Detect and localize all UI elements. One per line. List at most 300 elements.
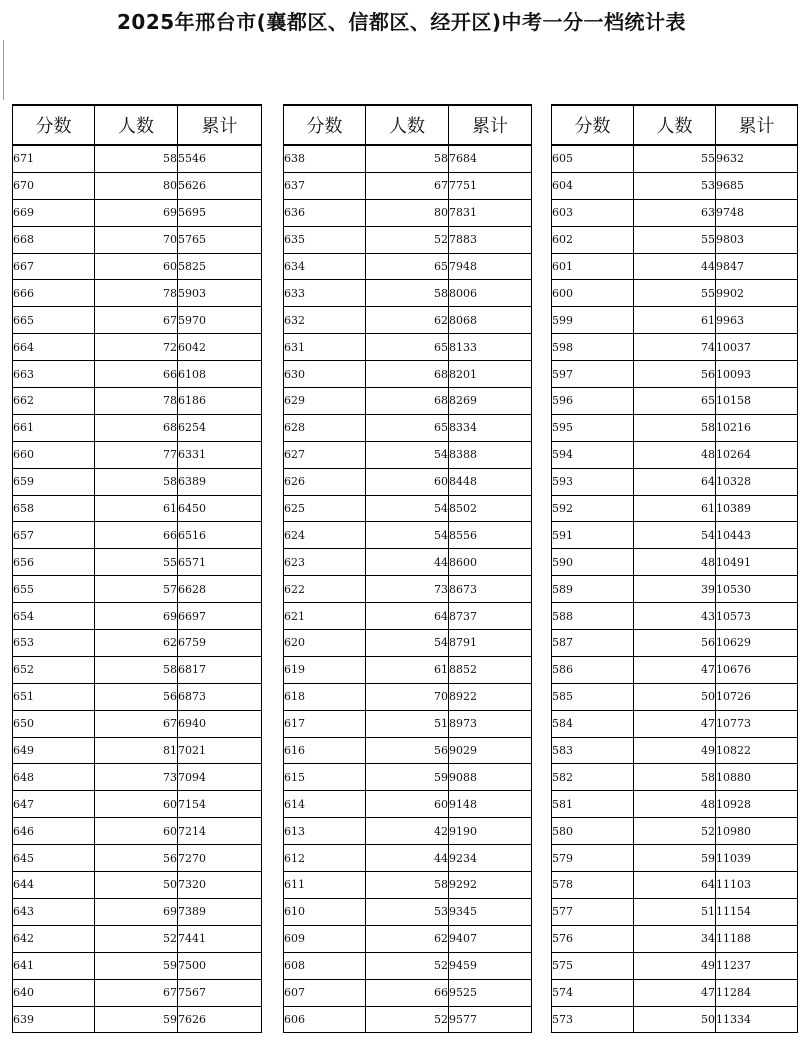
cell-cumulative: 7389 bbox=[178, 898, 262, 925]
cell-score: 587 bbox=[552, 630, 634, 657]
cell-count: 78 bbox=[95, 280, 178, 307]
cell-count: 67 bbox=[95, 979, 178, 1006]
table-row bbox=[284, 737, 532, 764]
cell-count: 70 bbox=[95, 226, 178, 253]
cell-count: 52 bbox=[634, 818, 716, 845]
cell-cumulative: 11103 bbox=[716, 872, 798, 899]
cell-cumulative: 8269 bbox=[449, 388, 532, 415]
cell-score: 584 bbox=[552, 710, 634, 737]
cell-cumulative: 7320 bbox=[178, 872, 262, 899]
cell-count: 56 bbox=[95, 683, 178, 710]
cell-score: 651 bbox=[13, 683, 95, 710]
cell-count: 78 bbox=[95, 388, 178, 415]
table-row bbox=[552, 199, 798, 226]
table-row bbox=[13, 710, 262, 737]
cell-count: 70 bbox=[366, 683, 449, 710]
cell-count: 69 bbox=[95, 898, 178, 925]
cell-score: 637 bbox=[284, 172, 366, 199]
cell-score: 661 bbox=[13, 414, 95, 441]
cell-cumulative: 7500 bbox=[178, 952, 262, 979]
table-row bbox=[552, 576, 798, 603]
cell-cumulative: 6254 bbox=[178, 414, 262, 441]
cell-cumulative: 8448 bbox=[449, 468, 532, 495]
cell-cumulative: 11039 bbox=[716, 845, 798, 872]
table-row bbox=[552, 845, 798, 872]
cell-count: 64 bbox=[366, 603, 449, 630]
cell-score: 578 bbox=[552, 872, 634, 899]
table-row bbox=[552, 253, 798, 280]
cell-cumulative: 8673 bbox=[449, 576, 532, 603]
table-row bbox=[284, 495, 532, 522]
cell-count: 58 bbox=[634, 764, 716, 791]
cell-count: 58 bbox=[95, 468, 178, 495]
cell-score: 647 bbox=[13, 791, 95, 818]
table-row bbox=[284, 872, 532, 899]
table-row bbox=[13, 1006, 262, 1033]
cell-score: 636 bbox=[284, 199, 366, 226]
header-score: 分数 bbox=[552, 105, 634, 145]
cell-cumulative: 9577 bbox=[449, 1006, 532, 1033]
table-row bbox=[13, 925, 262, 952]
cell-cumulative: 6873 bbox=[178, 683, 262, 710]
cell-count: 54 bbox=[366, 495, 449, 522]
cell-score: 655 bbox=[13, 576, 95, 603]
cell-count: 61 bbox=[95, 495, 178, 522]
table-row bbox=[13, 818, 262, 845]
cell-score: 605 bbox=[552, 145, 634, 172]
table-row bbox=[552, 549, 798, 576]
cell-cumulative: 6331 bbox=[178, 441, 262, 468]
table-row bbox=[13, 199, 262, 226]
cell-score: 667 bbox=[13, 253, 95, 280]
table-row bbox=[284, 199, 532, 226]
table-row bbox=[284, 334, 532, 361]
cell-score: 616 bbox=[284, 737, 366, 764]
cell-cumulative: 8852 bbox=[449, 656, 532, 683]
cell-score: 610 bbox=[284, 898, 366, 925]
cell-score: 591 bbox=[552, 522, 634, 549]
cell-cumulative: 8334 bbox=[449, 414, 532, 441]
cell-count: 61 bbox=[634, 307, 716, 334]
cell-count: 34 bbox=[634, 925, 716, 952]
cell-count: 81 bbox=[95, 737, 178, 764]
cell-cumulative: 6628 bbox=[178, 576, 262, 603]
cell-count: 57 bbox=[95, 576, 178, 603]
cell-count: 48 bbox=[634, 791, 716, 818]
cell-score: 603 bbox=[552, 199, 634, 226]
cell-score: 640 bbox=[13, 979, 95, 1006]
cell-cumulative: 9234 bbox=[449, 845, 532, 872]
cell-count: 80 bbox=[366, 199, 449, 226]
cell-cumulative: 10773 bbox=[716, 710, 798, 737]
cell-score: 663 bbox=[13, 361, 95, 388]
cell-score: 618 bbox=[284, 683, 366, 710]
table-row bbox=[552, 791, 798, 818]
cell-score: 641 bbox=[13, 952, 95, 979]
cell-score: 580 bbox=[552, 818, 634, 845]
cell-count: 58 bbox=[95, 145, 178, 172]
cell-cumulative: 10264 bbox=[716, 441, 798, 468]
cell-count: 47 bbox=[634, 710, 716, 737]
cell-count: 60 bbox=[95, 791, 178, 818]
cell-count: 58 bbox=[634, 414, 716, 441]
cell-count: 44 bbox=[366, 549, 449, 576]
cell-cumulative: 10726 bbox=[716, 683, 798, 710]
cell-score: 619 bbox=[284, 656, 366, 683]
cell-cumulative: 7567 bbox=[178, 979, 262, 1006]
cell-cumulative: 6697 bbox=[178, 603, 262, 630]
cell-count: 66 bbox=[95, 522, 178, 549]
cell-score: 671 bbox=[13, 145, 95, 172]
table-row bbox=[284, 361, 532, 388]
table-row bbox=[284, 253, 532, 280]
cell-score: 608 bbox=[284, 952, 366, 979]
table-row bbox=[284, 576, 532, 603]
table-row bbox=[13, 145, 262, 172]
cell-score: 633 bbox=[284, 280, 366, 307]
table-header-row bbox=[13, 105, 262, 145]
cell-count: 77 bbox=[95, 441, 178, 468]
cell-cumulative: 8791 bbox=[449, 630, 532, 657]
cell-count: 48 bbox=[634, 441, 716, 468]
cell-score: 646 bbox=[13, 818, 95, 845]
cell-score: 582 bbox=[552, 764, 634, 791]
cell-count: 49 bbox=[634, 737, 716, 764]
cell-cumulative: 7154 bbox=[178, 791, 262, 818]
cell-cumulative: 6571 bbox=[178, 549, 262, 576]
cell-score: 657 bbox=[13, 522, 95, 549]
table-row bbox=[552, 307, 798, 334]
cell-score: 604 bbox=[552, 172, 634, 199]
score-table-1 bbox=[12, 104, 262, 1033]
cell-cumulative: 10443 bbox=[716, 522, 798, 549]
cell-cumulative: 11188 bbox=[716, 925, 798, 952]
table-row bbox=[13, 172, 262, 199]
cell-cumulative: 9292 bbox=[449, 872, 532, 899]
cell-count: 60 bbox=[95, 253, 178, 280]
cell-count: 66 bbox=[366, 979, 449, 1006]
table-row bbox=[284, 898, 532, 925]
cell-score: 627 bbox=[284, 441, 366, 468]
table-row bbox=[552, 603, 798, 630]
table-header-row bbox=[284, 105, 532, 145]
cell-cumulative: 8502 bbox=[449, 495, 532, 522]
cell-count: 52 bbox=[366, 1006, 449, 1033]
table-row bbox=[552, 172, 798, 199]
cell-count: 51 bbox=[366, 710, 449, 737]
cell-score: 621 bbox=[284, 603, 366, 630]
table-row bbox=[552, 226, 798, 253]
table-row bbox=[13, 656, 262, 683]
header-cumulative: 累计 bbox=[449, 105, 532, 145]
cell-cumulative: 10980 bbox=[716, 818, 798, 845]
table-row bbox=[13, 979, 262, 1006]
cell-cumulative: 8922 bbox=[449, 683, 532, 710]
cell-cumulative: 9632 bbox=[716, 145, 798, 172]
cell-count: 44 bbox=[634, 253, 716, 280]
cell-score: 601 bbox=[552, 253, 634, 280]
cell-count: 61 bbox=[634, 495, 716, 522]
cell-count: 64 bbox=[634, 872, 716, 899]
table-row bbox=[13, 764, 262, 791]
cell-count: 74 bbox=[634, 334, 716, 361]
table-row bbox=[13, 388, 262, 415]
cell-count: 63 bbox=[634, 199, 716, 226]
cell-count: 73 bbox=[366, 576, 449, 603]
cell-cumulative: 11284 bbox=[716, 979, 798, 1006]
table-row bbox=[13, 898, 262, 925]
header-cumulative: 累计 bbox=[716, 105, 798, 145]
table-row bbox=[284, 630, 532, 657]
cell-score: 620 bbox=[284, 630, 366, 657]
cell-count: 44 bbox=[366, 845, 449, 872]
cell-cumulative: 8133 bbox=[449, 334, 532, 361]
cell-score: 644 bbox=[13, 872, 95, 899]
cell-cumulative: 6186 bbox=[178, 388, 262, 415]
cell-count: 56 bbox=[366, 737, 449, 764]
table-row bbox=[13, 334, 262, 361]
table-header-row bbox=[552, 105, 798, 145]
cell-score: 598 bbox=[552, 334, 634, 361]
table-row bbox=[13, 791, 262, 818]
cell-cumulative: 9459 bbox=[449, 952, 532, 979]
cell-score: 648 bbox=[13, 764, 95, 791]
cell-cumulative: 10389 bbox=[716, 495, 798, 522]
header-count: 人数 bbox=[366, 105, 449, 145]
cell-count: 54 bbox=[366, 522, 449, 549]
table-row bbox=[552, 925, 798, 952]
cell-cumulative: 10573 bbox=[716, 603, 798, 630]
table-row bbox=[284, 145, 532, 172]
cell-score: 594 bbox=[552, 441, 634, 468]
cell-count: 47 bbox=[634, 656, 716, 683]
cell-cumulative: 5695 bbox=[178, 199, 262, 226]
cell-cumulative: 7751 bbox=[449, 172, 532, 199]
cell-cumulative: 10928 bbox=[716, 791, 798, 818]
cell-cumulative: 10158 bbox=[716, 388, 798, 415]
cell-cumulative: 10491 bbox=[716, 549, 798, 576]
cell-cumulative: 9088 bbox=[449, 764, 532, 791]
cell-score: 642 bbox=[13, 925, 95, 952]
cell-cumulative: 8600 bbox=[449, 549, 532, 576]
cell-score: 597 bbox=[552, 361, 634, 388]
cell-score: 579 bbox=[552, 845, 634, 872]
cell-score: 576 bbox=[552, 925, 634, 952]
cell-score: 666 bbox=[13, 280, 95, 307]
cell-cumulative: 10629 bbox=[716, 630, 798, 657]
header-cumulative: 累计 bbox=[178, 105, 262, 145]
cell-cumulative: 7831 bbox=[449, 199, 532, 226]
table-row bbox=[284, 468, 532, 495]
cell-score: 588 bbox=[552, 603, 634, 630]
table-row bbox=[284, 280, 532, 307]
cell-score: 626 bbox=[284, 468, 366, 495]
cell-count: 67 bbox=[366, 172, 449, 199]
cell-score: 622 bbox=[284, 576, 366, 603]
cell-count: 52 bbox=[366, 952, 449, 979]
table-row bbox=[284, 925, 532, 952]
table-row bbox=[552, 952, 798, 979]
table-row bbox=[284, 952, 532, 979]
cell-count: 80 bbox=[95, 172, 178, 199]
cell-score: 638 bbox=[284, 145, 366, 172]
cell-count: 59 bbox=[95, 1006, 178, 1033]
header-score: 分数 bbox=[284, 105, 366, 145]
cell-count: 48 bbox=[634, 549, 716, 576]
cell-count: 47 bbox=[634, 979, 716, 1006]
table-row bbox=[13, 522, 262, 549]
cell-cumulative: 5546 bbox=[178, 145, 262, 172]
cell-cumulative: 11237 bbox=[716, 952, 798, 979]
cell-cumulative: 10676 bbox=[716, 656, 798, 683]
header-count: 人数 bbox=[634, 105, 716, 145]
cell-cumulative: 9963 bbox=[716, 307, 798, 334]
cell-cumulative: 6108 bbox=[178, 361, 262, 388]
cell-cumulative: 7684 bbox=[449, 145, 532, 172]
cell-score: 645 bbox=[13, 845, 95, 872]
table-row bbox=[552, 710, 798, 737]
table-row bbox=[284, 307, 532, 334]
cell-count: 59 bbox=[634, 845, 716, 872]
cell-cumulative: 11154 bbox=[716, 898, 798, 925]
cell-count: 73 bbox=[95, 764, 178, 791]
cell-cumulative: 7214 bbox=[178, 818, 262, 845]
cell-score: 665 bbox=[13, 307, 95, 334]
cell-cumulative: 7948 bbox=[449, 253, 532, 280]
cell-cumulative: 10530 bbox=[716, 576, 798, 603]
table-row bbox=[13, 630, 262, 657]
page-edge-line bbox=[3, 40, 4, 100]
table-row bbox=[13, 576, 262, 603]
cell-count: 53 bbox=[634, 172, 716, 199]
cell-count: 56 bbox=[95, 845, 178, 872]
table-row bbox=[284, 603, 532, 630]
cell-count: 68 bbox=[366, 388, 449, 415]
cell-count: 42 bbox=[366, 818, 449, 845]
cell-score: 652 bbox=[13, 656, 95, 683]
cell-score: 643 bbox=[13, 898, 95, 925]
cell-score: 581 bbox=[552, 791, 634, 818]
table-row bbox=[13, 280, 262, 307]
table-row bbox=[13, 845, 262, 872]
cell-cumulative: 8006 bbox=[449, 280, 532, 307]
cell-score: 624 bbox=[284, 522, 366, 549]
cell-score: 583 bbox=[552, 737, 634, 764]
cell-score: 635 bbox=[284, 226, 366, 253]
table-row bbox=[552, 818, 798, 845]
cell-count: 51 bbox=[634, 898, 716, 925]
table-row bbox=[284, 549, 532, 576]
page-title: 2025年邢台市(襄都区、信都区、经开区)中考一分一档统计表 bbox=[117, 10, 686, 34]
table-row bbox=[13, 441, 262, 468]
cell-count: 58 bbox=[95, 656, 178, 683]
table-row bbox=[13, 361, 262, 388]
cell-count: 61 bbox=[366, 656, 449, 683]
cell-count: 55 bbox=[634, 226, 716, 253]
cell-cumulative: 5970 bbox=[178, 307, 262, 334]
cell-count: 60 bbox=[366, 791, 449, 818]
cell-cumulative: 6450 bbox=[178, 495, 262, 522]
cell-score: 613 bbox=[284, 818, 366, 845]
cell-score: 669 bbox=[13, 199, 95, 226]
table-row bbox=[284, 441, 532, 468]
table-row bbox=[552, 898, 798, 925]
cell-count: 59 bbox=[95, 952, 178, 979]
table-row bbox=[552, 361, 798, 388]
cell-score: 653 bbox=[13, 630, 95, 657]
cell-count: 60 bbox=[95, 818, 178, 845]
cell-cumulative: 10328 bbox=[716, 468, 798, 495]
cell-count: 62 bbox=[95, 630, 178, 657]
cell-score: 625 bbox=[284, 495, 366, 522]
cell-cumulative: 9407 bbox=[449, 925, 532, 952]
table-row bbox=[13, 307, 262, 334]
cell-score: 611 bbox=[284, 872, 366, 899]
table-row bbox=[284, 683, 532, 710]
table-row bbox=[13, 226, 262, 253]
table-row bbox=[13, 253, 262, 280]
cell-count: 55 bbox=[634, 145, 716, 172]
cell-count: 60 bbox=[366, 468, 449, 495]
cell-count: 69 bbox=[95, 603, 178, 630]
cell-cumulative: 9190 bbox=[449, 818, 532, 845]
cell-score: 662 bbox=[13, 388, 95, 415]
cell-score: 606 bbox=[284, 1006, 366, 1033]
cell-count: 50 bbox=[634, 683, 716, 710]
cell-score: 607 bbox=[284, 979, 366, 1006]
cell-count: 64 bbox=[634, 468, 716, 495]
cell-count: 65 bbox=[366, 334, 449, 361]
cell-score: 609 bbox=[284, 925, 366, 952]
cell-count: 55 bbox=[634, 280, 716, 307]
cell-count: 68 bbox=[95, 414, 178, 441]
cell-count: 65 bbox=[634, 388, 716, 415]
cell-score: 589 bbox=[552, 576, 634, 603]
cell-score: 599 bbox=[552, 307, 634, 334]
cell-cumulative: 7626 bbox=[178, 1006, 262, 1033]
table-row bbox=[552, 441, 798, 468]
table-row bbox=[552, 145, 798, 172]
cell-score: 656 bbox=[13, 549, 95, 576]
table-row bbox=[284, 845, 532, 872]
cell-score: 664 bbox=[13, 334, 95, 361]
table-row bbox=[13, 495, 262, 522]
cell-score: 631 bbox=[284, 334, 366, 361]
table-row bbox=[552, 495, 798, 522]
cell-count: 39 bbox=[634, 576, 716, 603]
table-row bbox=[284, 791, 532, 818]
cell-count: 59 bbox=[366, 764, 449, 791]
cell-score: 602 bbox=[552, 226, 634, 253]
table-row bbox=[552, 630, 798, 657]
table-row bbox=[13, 603, 262, 630]
table-row bbox=[284, 1006, 532, 1033]
table-row bbox=[13, 737, 262, 764]
cell-count: 54 bbox=[366, 630, 449, 657]
cell-cumulative: 9685 bbox=[716, 172, 798, 199]
table-row bbox=[13, 468, 262, 495]
cell-cumulative: 8973 bbox=[449, 710, 532, 737]
cell-cumulative: 9803 bbox=[716, 226, 798, 253]
cell-count: 68 bbox=[366, 361, 449, 388]
table-row bbox=[13, 549, 262, 576]
cell-count: 67 bbox=[95, 307, 178, 334]
table-row bbox=[13, 683, 262, 710]
table-row bbox=[13, 872, 262, 899]
cell-cumulative: 8556 bbox=[449, 522, 532, 549]
cell-cumulative: 10216 bbox=[716, 414, 798, 441]
cell-cumulative: 8068 bbox=[449, 307, 532, 334]
